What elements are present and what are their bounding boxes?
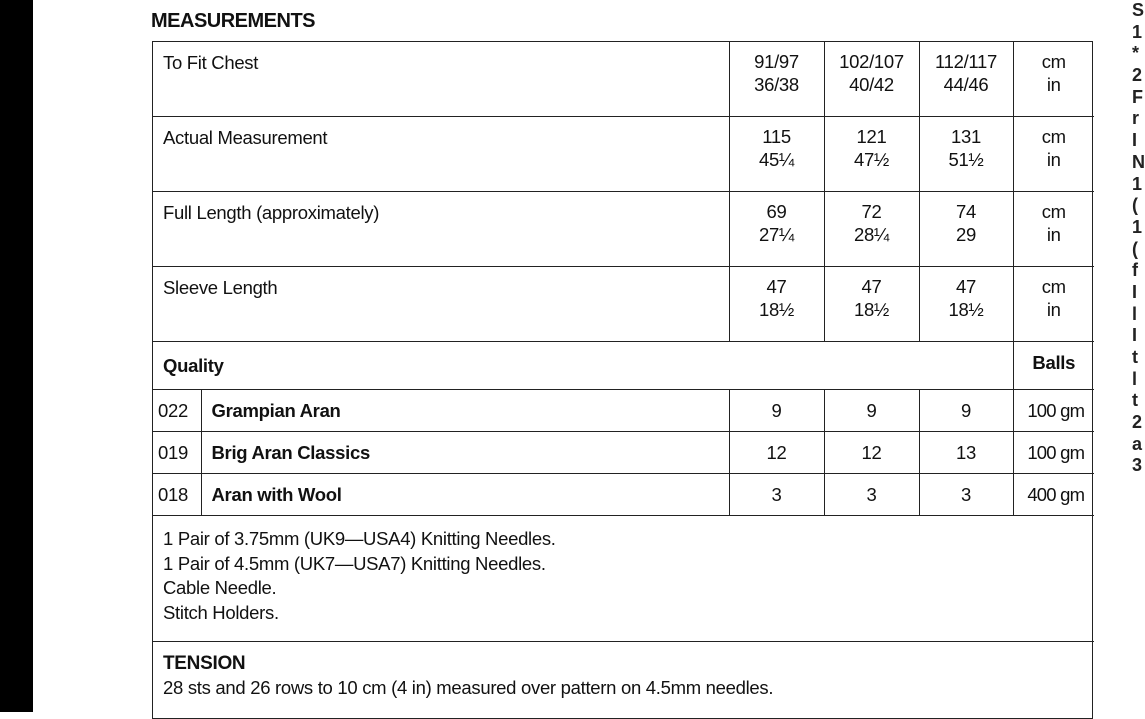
table-row xyxy=(153,192,1094,267)
table-row xyxy=(153,117,1094,192)
measurements-heading: MEASUREMENTS xyxy=(151,10,316,32)
fragment-char: ( xyxy=(1132,195,1138,216)
size-cell: 91/97 36/38 xyxy=(729,42,824,117)
fragment-char: f xyxy=(1132,260,1138,281)
fragment-char: ( xyxy=(1132,238,1138,259)
adjacent-page-fragment xyxy=(1132,0,1145,712)
ball-count: 9 xyxy=(919,390,1013,432)
fragment-char: a xyxy=(1132,433,1143,454)
ball-count: 3 xyxy=(729,474,824,516)
table-row xyxy=(153,267,1094,342)
fragment-char: 2 xyxy=(1132,412,1143,433)
ball-count: 9 xyxy=(824,390,919,432)
yarn-name: Brig Aran Classics xyxy=(201,432,729,474)
needles-row xyxy=(153,516,1094,642)
unit-cell: cm in xyxy=(1013,42,1094,117)
unit-cell: cm in xyxy=(1013,192,1094,267)
size-cell: 115 45¼ xyxy=(729,117,824,192)
table-row xyxy=(153,474,1094,516)
yarn-name: Grampian Aran xyxy=(201,390,729,432)
size-cell: 69 27¼ xyxy=(729,192,824,267)
fragment-char: * xyxy=(1132,43,1140,64)
table-row xyxy=(153,42,1094,117)
left-black-margin xyxy=(0,0,33,712)
yarn-name: Aran with Wool xyxy=(201,474,729,516)
row-label: Actual Measurement xyxy=(153,117,729,192)
ball-count: 13 xyxy=(919,432,1013,474)
size-cell: 47 18½ xyxy=(824,267,919,342)
fragment-char: 1 xyxy=(1132,216,1143,237)
fragment-char: t xyxy=(1132,390,1138,411)
ball-count: 3 xyxy=(919,474,1013,516)
fragment-char: l xyxy=(1132,368,1138,389)
fragment-char: I xyxy=(1132,130,1138,151)
yarn-code: 018 xyxy=(153,474,201,516)
fragment-char: 3 xyxy=(1132,455,1143,476)
fragment-char: S xyxy=(1132,0,1145,20)
yarn-code: 022 xyxy=(153,390,201,432)
tension-heading: TENSION xyxy=(163,653,246,674)
needle-item: Cable Needle. xyxy=(163,577,277,598)
fragment-char: t xyxy=(1132,347,1138,367)
yarn-code: 019 xyxy=(153,432,201,474)
balls-label: Balls xyxy=(1013,342,1094,390)
size-cell: 121 47½ xyxy=(824,117,919,192)
fragment-char: I xyxy=(1132,281,1138,302)
tension-cell xyxy=(153,642,1094,719)
unit-cell: cm in xyxy=(1013,117,1094,192)
needle-item: 1 Pair of 3.75mm (UK9—USA4) Knitting Needles. xyxy=(163,528,556,549)
needles-list xyxy=(153,516,1094,642)
size-cell: 131 51½ xyxy=(919,117,1013,192)
ball-weight: 100 gm xyxy=(1013,390,1094,432)
ball-count: 12 xyxy=(824,432,919,474)
ball-count: 9 xyxy=(729,390,824,432)
quality-header-row xyxy=(153,342,1094,390)
size-cell: 102/107 40/42 xyxy=(824,42,919,117)
measurements-table xyxy=(152,41,1093,719)
size-cell: 47 18½ xyxy=(919,267,1013,342)
fragment-char: 1 xyxy=(1132,173,1143,194)
quality-label: Quality xyxy=(153,342,1013,390)
row-label: To Fit Chest xyxy=(153,42,729,117)
fragment-char: 1 xyxy=(1132,21,1143,42)
tension-row xyxy=(153,642,1094,719)
needle-item: Stitch Holders. xyxy=(163,601,279,623)
fragment-char: F xyxy=(1132,86,1143,107)
size-cell: 112/117 44/46 xyxy=(919,42,1013,117)
size-cell: 74 29 xyxy=(919,192,1013,267)
table-row xyxy=(153,390,1094,432)
ball-count: 3 xyxy=(824,474,919,516)
needle-item: 1 Pair of 4.5mm (UK7—USA7) Knitting Needles. xyxy=(163,552,546,574)
row-label: Full Length (approximately) xyxy=(153,192,729,267)
fragment-char: I xyxy=(1132,325,1138,346)
size-cell: 72 28¼ xyxy=(824,192,919,267)
row-label: Sleeve Length xyxy=(153,267,729,342)
fragment-char: l xyxy=(1132,303,1138,324)
size-cell: 47 18½ xyxy=(729,267,824,342)
fragment-char: N xyxy=(1132,151,1145,172)
fragment-char: r xyxy=(1132,108,1140,129)
table-row xyxy=(153,432,1094,474)
tension-text: 28 sts and 26 rows to 10 cm (4 in) measured over pattern on 4.5mm needles. xyxy=(163,677,774,698)
fragment-char: 2 xyxy=(1132,65,1143,86)
unit-cell: cm in xyxy=(1013,267,1094,342)
ball-weight: 400 gm xyxy=(1013,474,1094,516)
ball-weight: 100 gm xyxy=(1013,432,1094,474)
ball-count: 12 xyxy=(729,432,824,474)
